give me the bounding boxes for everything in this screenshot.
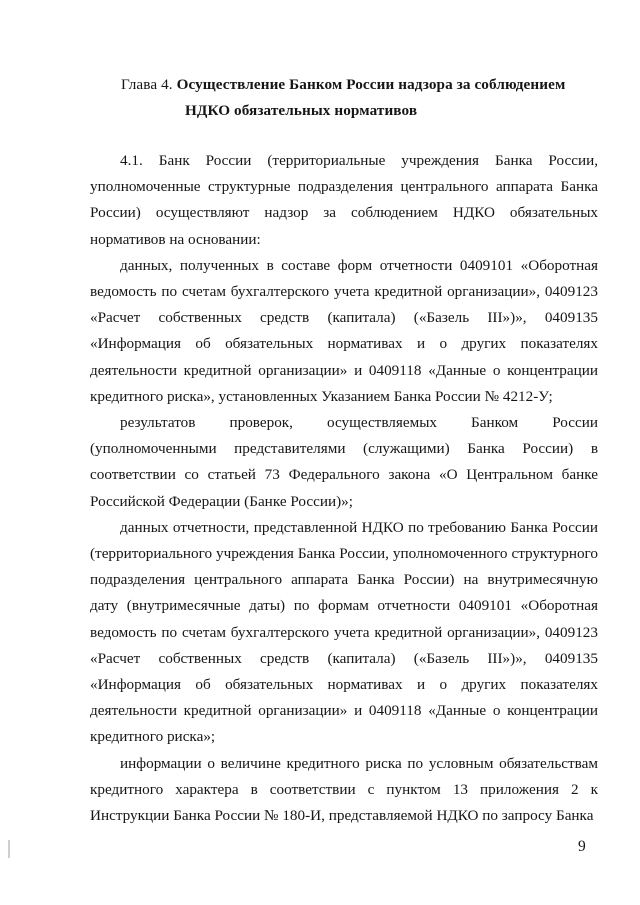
paragraph-inspection-results: результатов проверок, осуществляемых Банком России (уполномоченными представителями (служащими) Банка России) в соответствии со статьей 73 Федерального закона «О Центральном банке Российской Федерации (Банке России)»; (90, 414, 598, 510)
chapter-prefix: Глава 4. (121, 76, 177, 93)
chapter-title-line1: Осуществление Банком России надзора за соблюдением (176, 76, 566, 93)
page-number: 9 (578, 838, 586, 855)
scan-edge-mark (8, 840, 10, 858)
chapter-title-line2: НДКО обязательных нормативов (185, 102, 418, 119)
paragraph-4-1: 4.1. Банк России (территориальные учреждения Банка России, уполномоченные структурные подразделения центрального аппарата Банка России) осуществляют надзор за соблюдением НДКО обязательных нормативов на основании: (90, 152, 598, 248)
paragraph-credit-risk-info: информации о величине кредитного риска по условным обязательствам кредитного характера в соответствии с пунктом 13 приложения 2 к Инструкции Банка России № 180-И, представляемой НДКО по запросу Банка (90, 754, 598, 825)
paragraph-reporting-forms: данных, полученных в составе форм отчетности 0409101 «Оборотная ведомость по счетам бухгалтерского учета кредитной организации», 0409123 «Расчет собственных средств (капитала) («Базель III»)», 0409135 «Информация об обязательных нормативах и о других показателях деятельности кредитной организации» и 0409118 «Данные о концентрации кредитного риска», установленных Указанием Банка России № 4212-У; (90, 256, 598, 405)
paragraph-intramonth-reporting: данных отчетности, представленной НДКО по требованию Банка России (территориального учреждения Банка России, уполномоченного структурного подразделения центрального аппарата Банка России) на внутримесячную дату (внутримесячные даты) по формам отчетности 0409101 «Оборотная ведомость по счетам бухгалтерского учета кредитной организации», 0409123 «Расчет собственных средств (капитала) («Базель III»)», 0409135 «Информация об обязательных нормативах и о других показателях деятельности кредитной организации» и 0409118 «Данные о концентрации кредитного риска»; (90, 518, 598, 746)
chapter-heading (121, 72, 601, 124)
body-text (90, 148, 598, 829)
